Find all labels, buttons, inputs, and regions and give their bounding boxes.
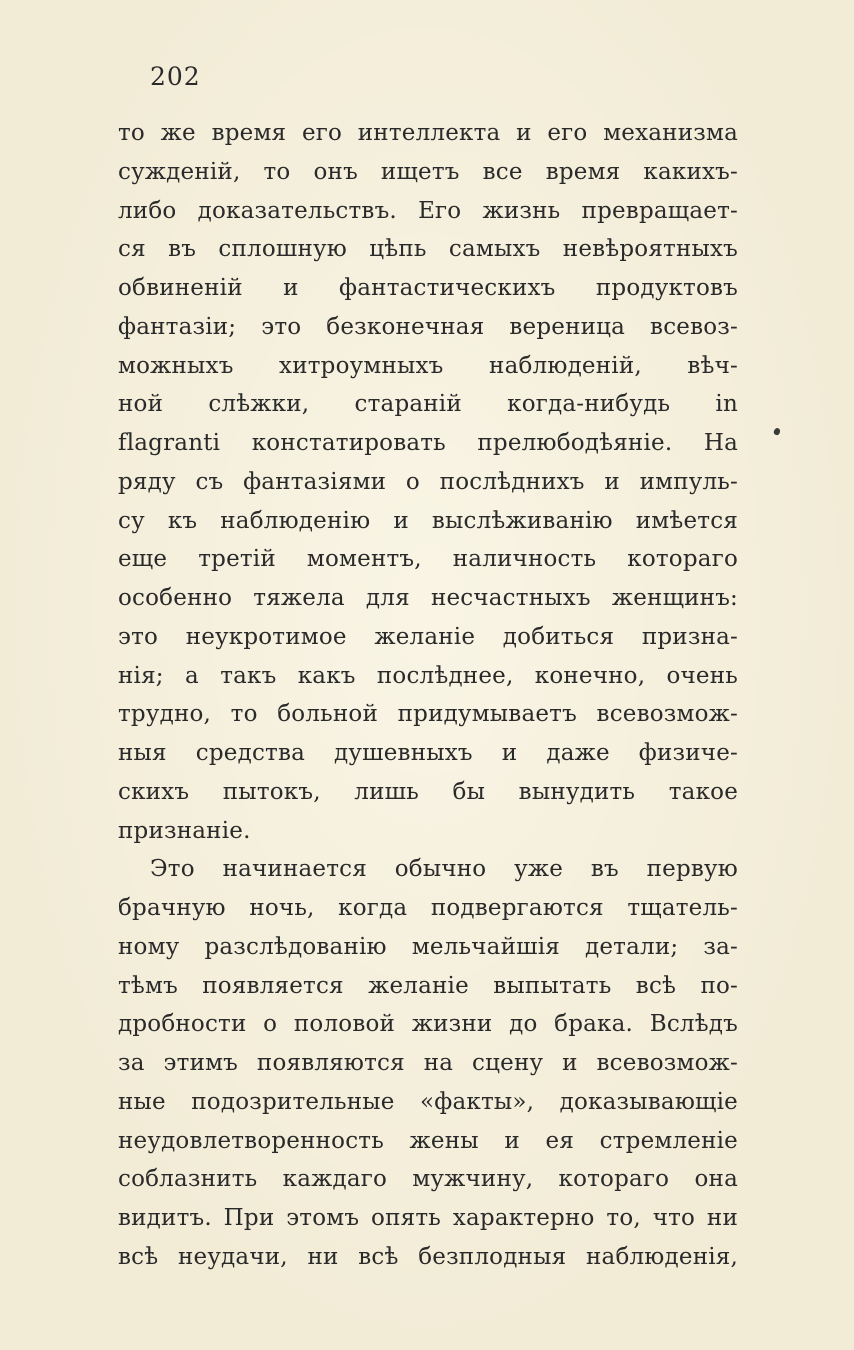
text-line: ному разслѣдованію мельчайшія детали; за- [118,933,738,960]
text-line: скихъ пытокъ, лишь бы вынудить такое [118,778,738,805]
text-line: видитъ. При этомъ опять характерно то, что ни [118,1205,738,1231]
text-line: соблазнить каждаго мужчину, котораго она [118,1166,738,1193]
text-line: ся въ сплошную цѣпь самыхъ невѣроятныхъ [118,236,738,263]
text-line: ныя средства душевныхъ и даже физиче- [118,740,738,766]
text-line: всѣ неудачи, ни всѣ безплодныя наблюденія, [118,1243,738,1270]
text-line: трудно, то больной придумываетъ всевозмож- [118,701,738,728]
text-line: нія; а такъ какъ послѣднее, конечно, очень [118,662,738,689]
text-line: flagranti констатировать прелюбодѣяніе. На [118,430,738,456]
text-line: можныхъ хитроумныхъ наблюденій, вѣч- [118,352,738,379]
text-line: обвиненій и фантастическихъ продуктовъ [118,275,738,301]
text-line: особенно тяжела для несчастныхъ женщинъ: [118,585,738,611]
text-line: Это начинается обычно уже въ первую [150,856,738,883]
text-line: либо доказательствъ. Его жизнь превращает- [118,197,738,224]
text-line: то же время его интеллекта и его механизма [118,120,738,146]
text-line: еще третій моментъ, наличность котораго [118,546,738,573]
ink-speck [773,427,781,436]
text-line: брачную ночь, когда подвергаются тщатель- [118,895,738,921]
text-line: ные подозрительные «факты», доказывающіе [118,1088,738,1115]
paragraph-1 [118,114,738,850]
text-line: фантазіи; это безконечная вереница всевоз- [118,313,738,340]
text-line: ряду съ фантазіями о послѣднихъ и импуль- [118,468,738,495]
body-text [118,114,738,1277]
text-line: су къ наблюденію и выслѣживанію имѣется [118,507,738,534]
text-line: сужденій, то онъ ищетъ все время какихъ- [118,158,738,185]
text-line: ной слѣжки, стараній когда-нибудь in [118,391,738,418]
text-line: признаніе. [118,817,251,844]
text-line: дробности о половой жизни до брака. Вслѣдъ [118,1011,738,1038]
paragraph-2 [118,850,738,1276]
text-line: за этимъ появляются на сцену и всевозмож- [118,1050,738,1076]
text-line: тѣмъ появляется желаніе выпытать всѣ по- [118,972,738,999]
page-number: 202 [150,62,201,91]
text-line: это неукротимое желаніе добиться призна- [118,623,738,650]
text-line: неудовлетворенность жены и ея стремленіе [118,1127,738,1154]
